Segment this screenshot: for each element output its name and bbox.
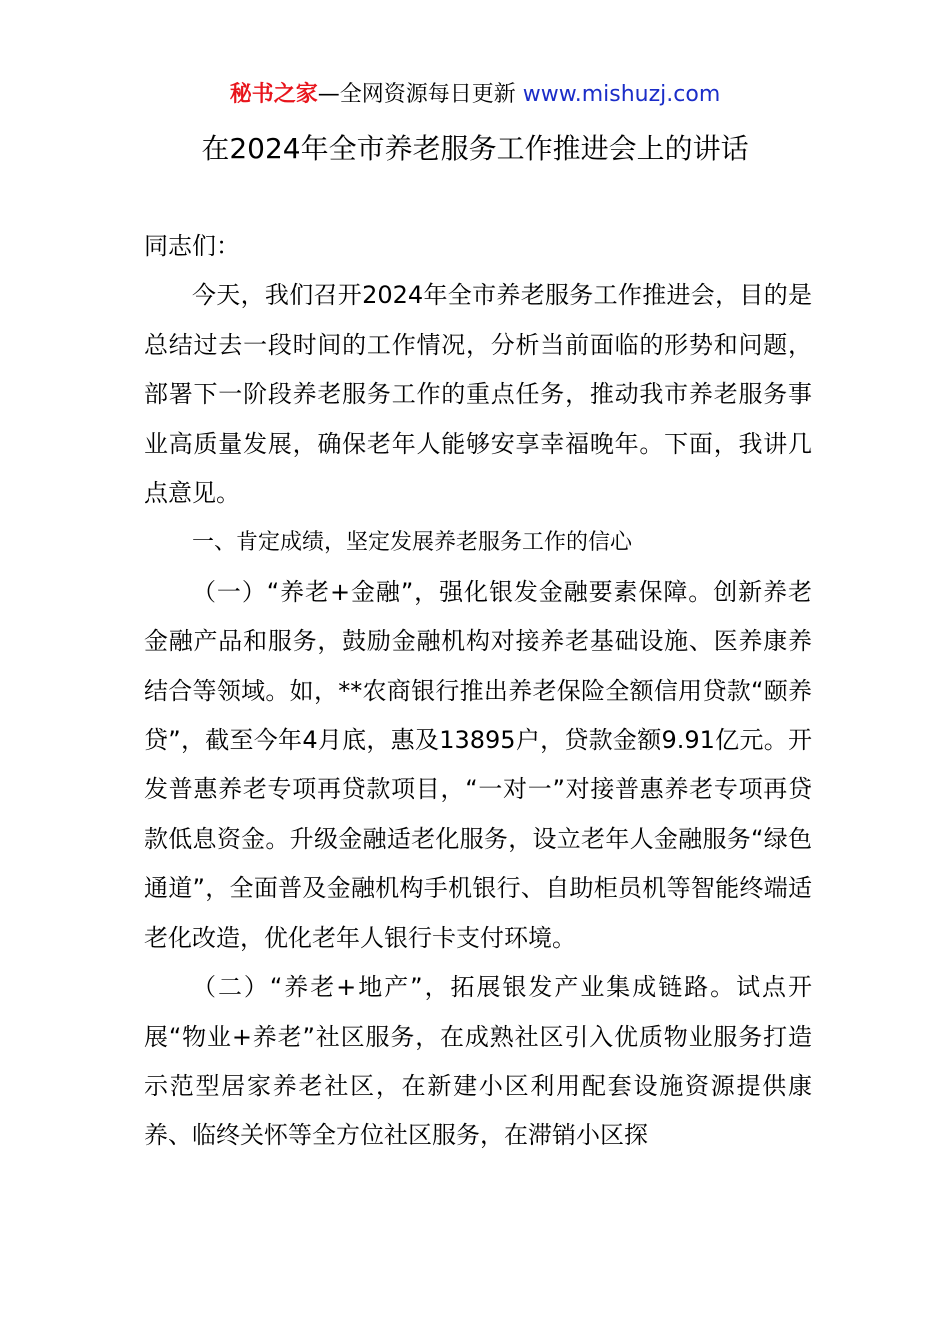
site-tagline: —全网资源每日更新 [317, 82, 523, 107]
site-header [0, 80, 950, 110]
intro-paragraph: 今天，我们召开2024年全市养老服务工作推进会，目的是总结过去一段时间的工作情况，分析当前面临的形势和问题，部署下一阶段养老服务工作的重点任务，推动我市养老服务事业高质量发展，确保老年人能够安享幸福晚年。下面，我讲几点意见。 [144, 281, 812, 508]
salutation: 同志们： [144, 232, 240, 260]
document-title: 在2024年全市养老服务工作推进会上的讲话 [201, 132, 749, 165]
site-url-link[interactable]: www.mishuzj.com [522, 82, 721, 107]
item-paragraph-2: （二）“养老+地产”，拓展银发产业集成链路。试点开展“物业+养老”社区服务，在成熟社区引入优质物业服务打造示范型居家养老社区，在新建小区利用配套设施资源提供康养、临终关怀等全方位社区服务，在滞销小区探 [144, 973, 812, 1150]
section-heading: 一、肯定成绩，坚定发展养老服务工作的信心 [192, 530, 633, 556]
item-paragraph-1: （一）“养老+金融”，强化银发金融要素保障。创新养老金融产品和服务，鼓励金融机构对接养老基础设施、医养康养结合等领域。如，**农商银行推出养老保险全额信用贷款“颐养贷”，截至今年4月底，惠及13895户，贷款金额9.91亿元。开发普惠养老专项再贷款项目，“一对一”对接普惠养老专项再贷款低息资金。升级金融适老化服务，设立老年人金融服务“绿色通道”，全面普及金融机构手机银行、自助柜员机等智能终端适老化改造，优化老年人银行卡支付环境。 [144, 577, 812, 952]
document-body [144, 222, 812, 1161]
site-name: 秘书之家 [229, 82, 318, 107]
